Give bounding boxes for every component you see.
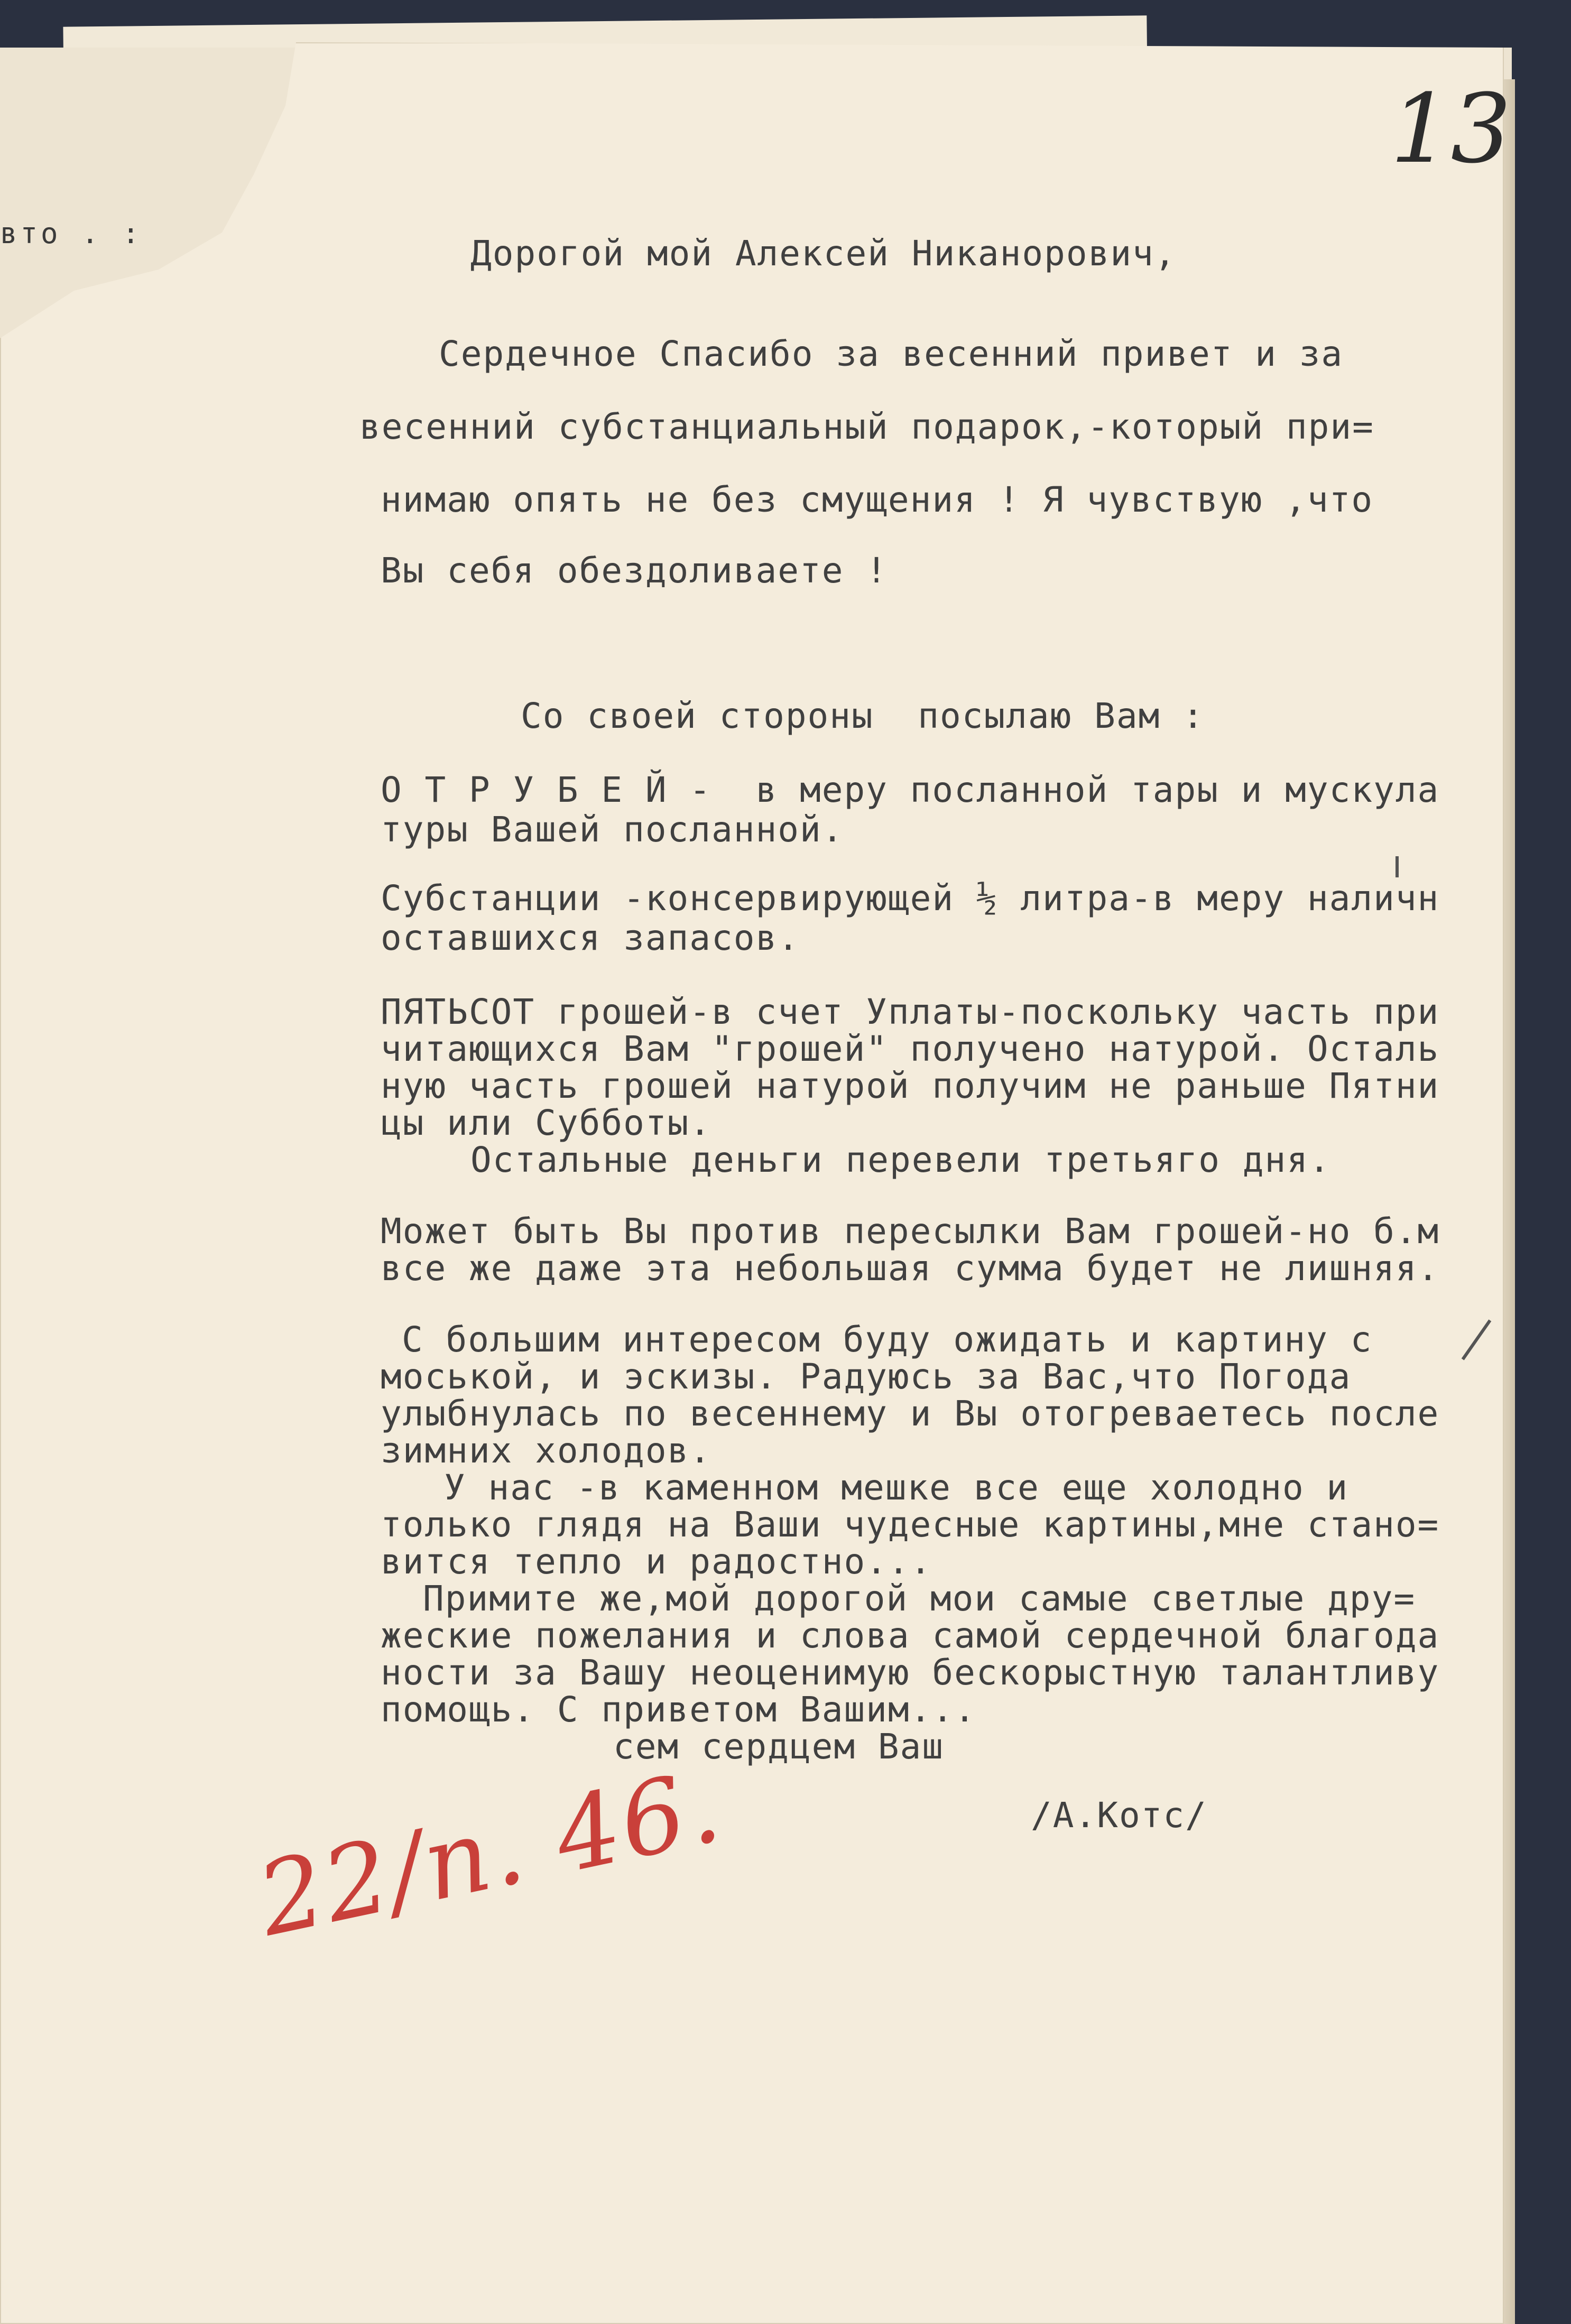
letter-line: Остальные деньги перевели третьяго дня.: [470, 1140, 1331, 1180]
letter-line: сем сердцем Ваш: [613, 1726, 945, 1767]
letter-line: нимаю опять не без смущения ! Я чувствую ,что: [381, 479, 1374, 520]
pencil-mark: [1396, 856, 1399, 877]
handwritten-date: 22/п. 46.: [248, 1747, 732, 1959]
letter-line: Субстанции -консервирующей ½ литра-в меру наличн: [381, 878, 1440, 919]
letter-line: Сердечное Спасибо за весенний привет и за: [439, 334, 1344, 374]
letter-line: вится тепло и радостно...: [381, 1541, 932, 1582]
letter-line: туры Вашей посланной.: [381, 809, 844, 850]
letter-line: О Т Р У Б Е Й - в меру посланной тары и мускула: [381, 770, 1440, 810]
letter-line: Может быть Вы против пересылки Вам грошей-но б.м: [381, 1211, 1440, 1252]
letter-line: все же даже эта небольшая сумма будет не лишняя.: [381, 1248, 1440, 1289]
letter-line: моськой, и эскизы. Радуюсь за Вас,что Погода: [381, 1356, 1352, 1397]
letter-line: оставшихся запасов.: [381, 918, 800, 958]
letter-line: У нас -в каменном мешке все еще холодно и: [444, 1467, 1349, 1508]
letter-line: весенний субстанциальный подарок,-который при=: [359, 406, 1374, 447]
letter-line: Со своей стороны посылаю Вам :: [521, 696, 1205, 736]
salutation: Дорогой мой Алексей Никанорович,: [470, 233, 1177, 274]
letter-line: С большим интересом буду ожидать и картину с: [402, 1319, 1373, 1360]
letter-line: улыбнулась по весеннему и Вы отогреваетесь после: [381, 1393, 1440, 1434]
letter-line: жеские пожелания и слова самой сердечной благода: [381, 1615, 1440, 1656]
pencil-mark: [1462, 1319, 1492, 1360]
letter-line: помощь. С приветом Вашим...: [381, 1689, 976, 1730]
letter-line: только глядя на Ваши чудесные картины,мне стано=: [381, 1504, 1440, 1545]
edge-text-fragment: вто . :: [0, 217, 143, 250]
letter-line: ности за Вашу неоценимую бескорыстную талантливу: [381, 1652, 1440, 1693]
folio-number: 13: [1390, 74, 1512, 184]
signature-typed: /А.Котс/: [1031, 1795, 1207, 1836]
letter-line: Вы себя обездоливаете !: [381, 550, 888, 591]
letter-line: зимних холодов.: [381, 1430, 712, 1471]
letter-line: цы или Субботы.: [381, 1103, 712, 1143]
letter-line: читающихся Вам "грошей" получено натурой. Осталь: [381, 1029, 1440, 1069]
letter-line: Примите же,мой дорогой мои самые светлые дру=: [423, 1578, 1416, 1619]
letter-line: ную часть грошей натурой получим не раньше Пятни: [381, 1066, 1440, 1106]
letter-line: ПЯТЬСОТ грошей-в счет Уплаты-поскольку часть при: [381, 992, 1440, 1032]
